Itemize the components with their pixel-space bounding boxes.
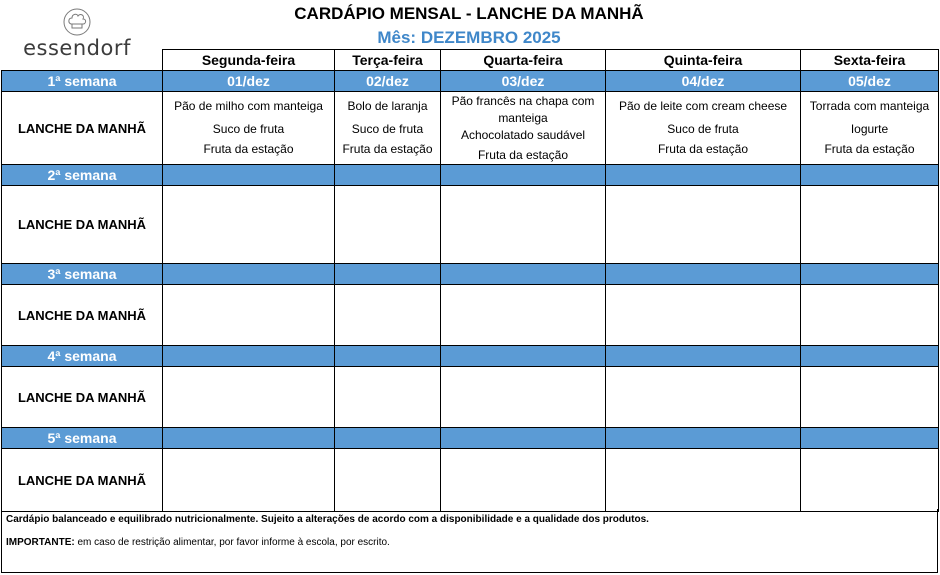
meal-cell [335, 186, 441, 264]
meal-cell [163, 285, 335, 346]
meal-label: LANCHE DA MANHÃ [2, 92, 163, 165]
chef-hat-icon [62, 8, 92, 36]
meal-cell [441, 186, 606, 264]
meal-cell [801, 186, 939, 264]
week-row-1 [2, 71, 939, 92]
brand-name: essendorf [23, 36, 131, 60]
meal-cell [163, 367, 335, 428]
menu-item: Fruta da estação [657, 142, 749, 156]
menu-item: Pão de milho com manteiga [174, 99, 323, 113]
meal-cell [441, 449, 606, 512]
meal-row-4 [2, 367, 939, 428]
menu-item: Torrada com manteiga [809, 99, 930, 113]
menu-item: Fruta da estação [342, 142, 433, 156]
menu-item: Pão francês na chapa com manteiga [451, 93, 595, 125]
meal-cell [606, 285, 801, 346]
meal-row-1 [2, 92, 939, 165]
week-label: 2ª semana [2, 165, 163, 186]
footer-notes [1, 509, 938, 573]
week-label: 3ª semana [2, 264, 163, 285]
menu-item: Suco de fruta [212, 122, 285, 136]
menu-item: Suco de fruta [351, 122, 424, 136]
date-cell: 03/dez [441, 71, 606, 92]
meal-cell [801, 367, 939, 428]
week-label: 5ª semana [2, 428, 163, 449]
day-header: Segunda-feira [163, 50, 335, 71]
menu-item: Suco de fruta [667, 122, 739, 136]
menu-item: Fruta da estação [477, 147, 569, 162]
week-row-5 [2, 428, 939, 449]
date-cell: 05/dez [801, 71, 939, 92]
corner-cell [2, 50, 163, 71]
meal-cell [335, 285, 441, 346]
meal-cell [441, 285, 606, 346]
menu-item: Bolo de laranja [347, 99, 428, 113]
meal-label: LANCHE DA MANHÃ [2, 285, 163, 346]
date-cell: 01/dez [163, 71, 335, 92]
menu-table [1, 49, 939, 512]
weekday-header-row [2, 50, 939, 71]
meal-cell [801, 92, 939, 165]
week-row-3 [2, 264, 939, 285]
meal-cell [801, 285, 939, 346]
meal-cell [163, 92, 335, 165]
meal-cell [606, 92, 801, 165]
week-row-2 [2, 165, 939, 186]
menu-item: Achocolatado saudável [460, 127, 586, 142]
meal-row-3 [2, 285, 939, 346]
important-label: IMPORTANTE: [6, 537, 75, 548]
meal-row-5 [2, 449, 939, 512]
week-label: 4ª semana [2, 346, 163, 367]
meal-cell [163, 449, 335, 512]
date-cell: 02/dez [335, 71, 441, 92]
nutrition-note: Cardápio balanceado e equilibrado nutricionalmente. Sujeito a alterações de acordo com a disponibilidade e a qualidade dos produtos. [6, 514, 649, 525]
month-subtitle: Mês: DEZEMBRO 2025 [377, 28, 561, 47]
page-title: CARDÁPIO MENSAL - LANCHE DA MANHÃ [294, 4, 644, 23]
meal-cell [441, 92, 606, 165]
day-header: Terça-feira [335, 50, 441, 71]
important-note [6, 537, 390, 548]
menu-item: Fruta da estação [203, 142, 294, 156]
date-cell: 04/dez [606, 71, 801, 92]
meal-label: LANCHE DA MANHÃ [2, 367, 163, 428]
meal-label: LANCHE DA MANHÃ [2, 186, 163, 264]
week-row-4 [2, 346, 939, 367]
meal-cell [163, 186, 335, 264]
meal-cell [801, 449, 939, 512]
menu-item: Pão de leite com cream cheese [618, 99, 788, 113]
day-header: Quarta-feira [441, 50, 606, 71]
meal-label: LANCHE DA MANHÃ [2, 449, 163, 512]
meal-cell [441, 367, 606, 428]
day-header: Quinta-feira [606, 50, 801, 71]
meal-cell [606, 449, 801, 512]
important-text: em caso de restrição alimentar, por favor informe à escola, por escrito. [74, 537, 390, 548]
meal-cell [335, 367, 441, 428]
menu-item: Fruta da estação [824, 142, 915, 156]
menu-item: Iogurte [850, 122, 889, 136]
week-label: 1ª semana [2, 71, 163, 92]
meal-cell [606, 367, 801, 428]
meal-cell [335, 449, 441, 512]
meal-cell [606, 186, 801, 264]
day-header: Sexta-feira [801, 50, 939, 71]
meal-cell [335, 92, 441, 165]
meal-row-2 [2, 186, 939, 264]
